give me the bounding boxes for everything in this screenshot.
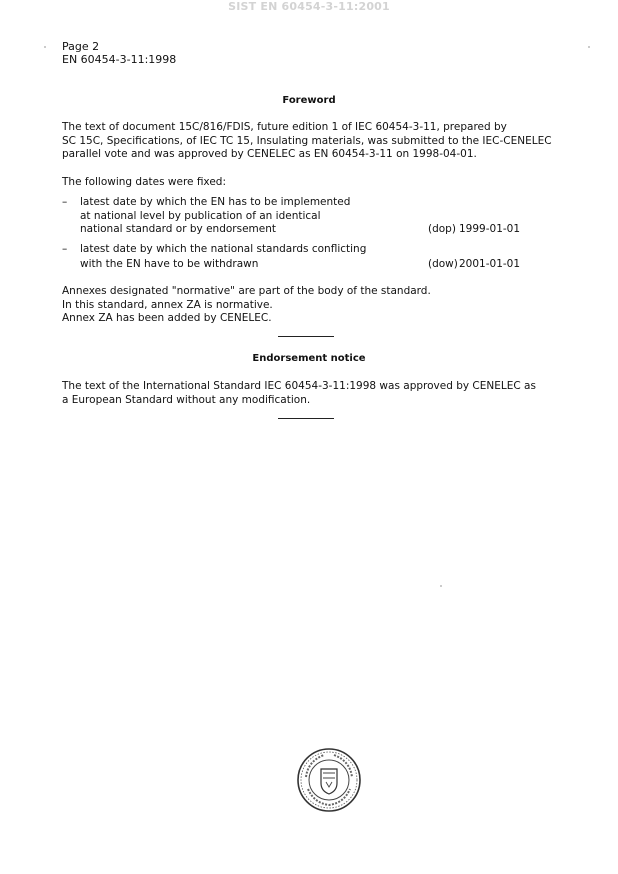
- official-seal-icon: [296, 747, 362, 813]
- endorsement-paragraph: [62, 380, 562, 407]
- text-line: latest date by which the national standards conflicting: [80, 243, 367, 255]
- text-line: In this standard, annex ZA is normative.: [62, 298, 273, 311]
- endorsement-title: Endorsement notice: [252, 353, 366, 364]
- date-code: (dow): [428, 258, 458, 270]
- text-line: Annexes designated "normative" are part of the body of the standard.: [62, 285, 431, 297]
- text-line: at national level by publication of an identical: [80, 209, 321, 222]
- foreword-paragraph: [62, 121, 562, 162]
- text-line: The text of document 15C/816/FDIS, future edition 1 of IEC 60454-3-11, prepared by: [62, 121, 507, 133]
- page-number: Page 2: [62, 40, 100, 53]
- date-value: 2001-01-01: [459, 258, 521, 270]
- text-line: The text of the International Standard IEC 60454-3-11:1998 was approved by CENELEC as: [62, 380, 536, 392]
- dash-marker: –: [62, 243, 68, 255]
- date-item-dow: [62, 243, 562, 271]
- dash-marker: –: [62, 196, 68, 208]
- text-line: with the EN have to be withdrawn: [80, 258, 259, 270]
- date-value: 1999-01-01: [459, 223, 521, 235]
- standard-number: EN 60454-3-11:1998: [62, 53, 177, 66]
- text-line: a European Standard without any modification.: [62, 393, 311, 406]
- foreword-title: Foreword: [282, 95, 336, 106]
- date-code: (dop): [428, 223, 456, 235]
- text-line: parallel vote and was approved by CENELEC as EN 60454-3-11 on 1998-04-01.: [62, 148, 477, 160]
- section-divider: [278, 418, 334, 419]
- scan-speck: [440, 585, 442, 587]
- text-line: latest date by which the EN has to be implemented: [80, 196, 351, 208]
- scan-speck: [588, 46, 590, 48]
- scan-speck: [44, 46, 46, 48]
- watermark: SIST EN 60454-3-11:2001: [228, 0, 390, 13]
- text-line: national standard or by endorsement: [80, 223, 277, 235]
- text-line: Annex ZA has been added by CENELEC.: [62, 312, 272, 324]
- dates-intro: The following dates were fixed:: [62, 176, 226, 188]
- date-item-dop: [62, 196, 562, 237]
- section-divider: [278, 336, 334, 337]
- text-line: SC 15C, Specifications, of IEC TC 15, Insulating materials, was submitted to the IEC-CENELEC: [62, 134, 552, 147]
- annex-paragraph: [62, 285, 562, 326]
